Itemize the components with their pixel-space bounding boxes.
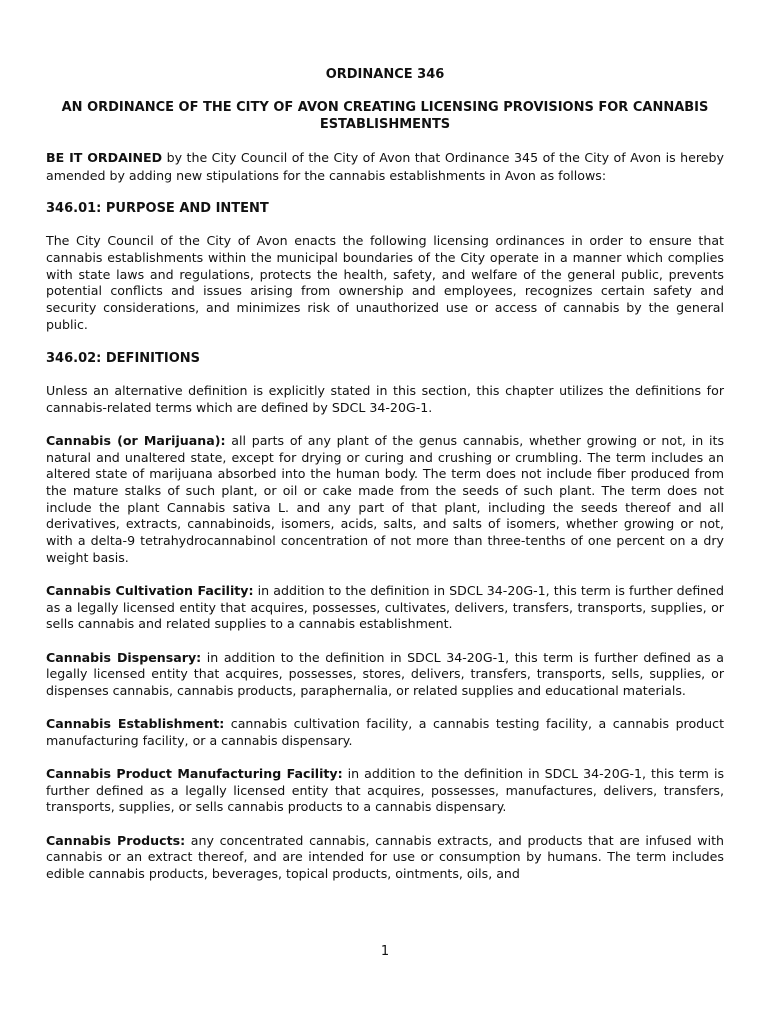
definition-text: cannabis cultivation facility, a cannabis testing facility, a cannabis product manufacturing facility, or a cannabis dispensary. <box>46 716 725 748</box>
ordinance-subtitle: AN ORDINANCE OF THE CITY OF AVON CREATING LICENSING PROVISIONS FOR CANNABIS ESTABLISHMENTS <box>61 100 709 132</box>
purpose-paragraph: The City Council of the City of Avon enacts the following licensing ordinances in order to ensure that cannabis establishments within the municipal boundaries of the City operate in a manner which complies with state laws and regulations, protects the health, safety, and welfare of the general public, prevents potential conflicts and issues arising from ownership and employees, recognizes certain safety and security considerations, and minimizes risk of unauthorized use or access of cannabis by the general public. <box>46 233 724 332</box>
definition-dispensary <box>46 650 724 700</box>
definition-cannabis-products <box>46 833 724 883</box>
page-number: 1 <box>380 944 390 959</box>
enacting-clause <box>46 149 724 184</box>
definition-text: in addition to the definition in SDCL 34-20G-1, this term is further defined as a legally licensed entity that acquires, possesses, cultivates, delivers, transfers, transports, supplies, or sells cannabis and related supplies to a cannabis establishment. <box>46 582 724 632</box>
definition-term: Cannabis Cultivation Facility: <box>46 582 254 598</box>
ordinance-title: ORDINANCE 346 <box>325 67 445 82</box>
definition-term: Cannabis Dispensary: <box>46 649 202 665</box>
definition-text: in addition to the definition in SDCL 34-20G-1, this term is further defined as a legally licensed entity that acquires, possesses, stores, delivers, transfers, transports, sells, supplies, or dispenses cannabis, cannabis products, paraphernalia, or related supplies and educational materials. <box>46 649 724 698</box>
enacting-text: by the City Council of the City of Avon that Ordinance 345 of the City of Avon is hereby amended by adding new stipulations for the cannabis establishments in Avon as follows: <box>46 150 725 183</box>
definition-cultivation-facility <box>46 583 724 633</box>
document-body <box>46 66 724 883</box>
definition-product-manufacturing <box>46 766 724 816</box>
enacting-lead: BE IT ORDAINED <box>46 150 163 165</box>
definition-establishment <box>46 716 724 749</box>
definition-term: Cannabis (or Marijuana): <box>46 432 226 448</box>
definition-term: Cannabis Establishment: <box>46 716 225 732</box>
definition-term: Cannabis Products: <box>46 832 186 848</box>
definitions-intro-paragraph: Unless an alternative definition is explicitly stated in this section, this chapter utilizes the definitions for cannabis-related terms which are defined by SDCL 34-20G-1. <box>46 382 724 415</box>
definition-cannabis <box>46 433 724 567</box>
definition-term: Cannabis Product Manufacturing Facility: <box>46 766 343 782</box>
section-heading-purpose: 346.01: PURPOSE AND INTENT <box>46 201 269 217</box>
section-heading-definitions: 346.02: DEFINITIONS <box>46 350 200 366</box>
definition-text: any concentrated cannabis, cannabis extracts, and products that are infused with cannabis or an extract thereof, and are intended for use or consumption by humans. The term includes edible cannabis products, beverages, topical products, ointments, oils, and <box>46 832 724 882</box>
definition-text: all parts of any plant of the genus cannabis, whether growing or not, in its natural and unaltered state, except for drying or curing and crushing or crumbling. The term includes an altered state of marijuana absorbed into the human body. The term does not include fiber produced from the mature stalks of such plant, or oil or cake made from the seeds of such plant. The term does not include the plant Cannabis sativa L. and any part of that plant, including the seeds thereof and all derivatives, extracts, cannabinoids, isomers, acids, salts, and salts of isomers, whether growing or not, with a delta-9 tetrahydrocannabinol concentration of not more than three-tenths of one percent on a dry weight basis. <box>46 432 724 565</box>
definition-text: in addition to the definition in SDCL 34-20G-1, this term is further defined as a legally licensed entity that acquires, possesses, manufactures, delivers, transfers, transports, supplies, or sells cannabis products to a cannabis dispensary. <box>46 766 725 815</box>
